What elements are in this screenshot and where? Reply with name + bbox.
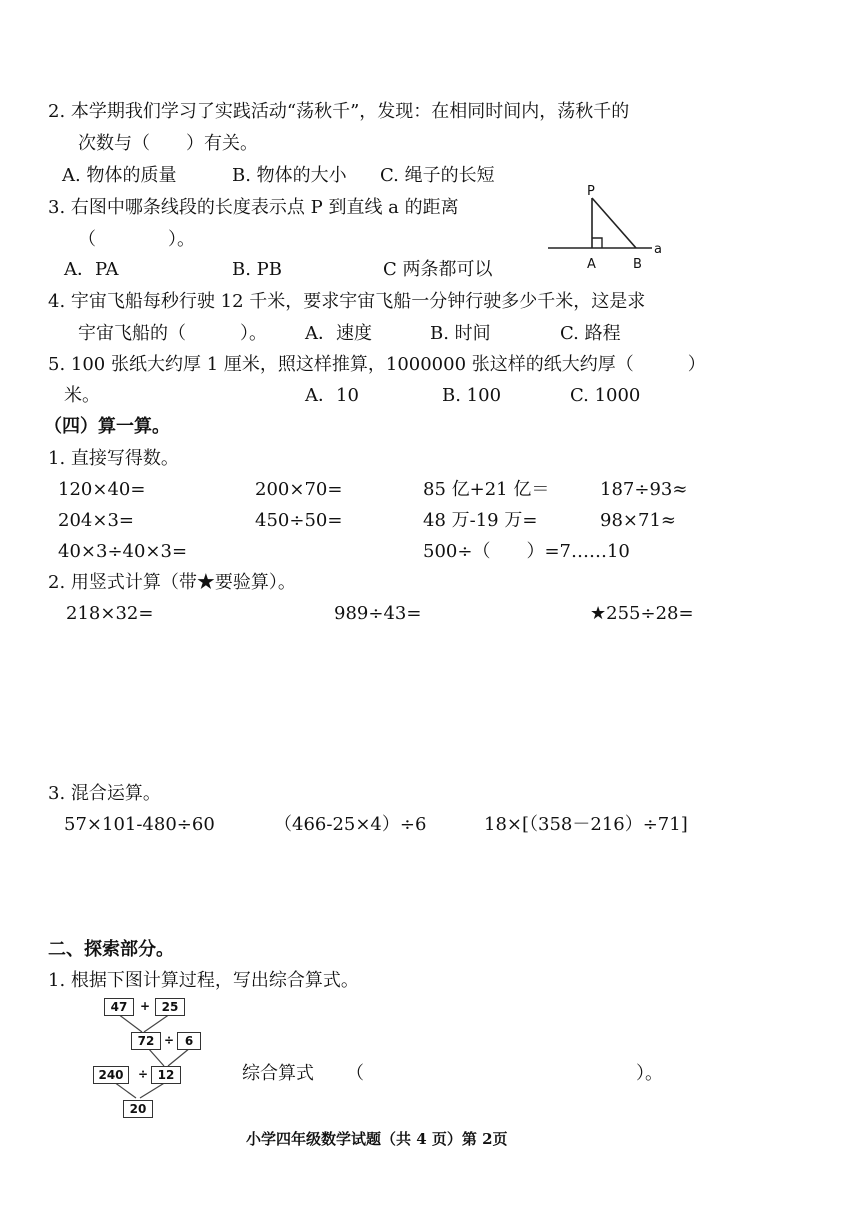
q2-line2: 次数与（ ）有关。 (78, 133, 258, 154)
q2-line1: 2. 本学期我们学习了实践活动“荡秋千”，发现：在相同时间内，荡秋千的 (48, 101, 630, 122)
tree-node-20: 20 (123, 1100, 153, 1118)
tree-op-divide: ÷ (164, 1033, 175, 1047)
tree-node-25: 25 (155, 998, 185, 1016)
tree-node-72: 72 (131, 1032, 161, 1050)
fig-label-point-b: B (633, 257, 642, 272)
tree-node-47: 47 (104, 998, 134, 1016)
q3-line2: （ ）。 (78, 229, 195, 250)
q5-line1: 5. 100 张纸大约厚 1 厘米，照这样推算，1000000 张这样的纸大约厚（ ） (48, 354, 706, 375)
calc-item: 120×40= (58, 479, 146, 500)
vertical-calc-item: 218×32= (66, 603, 154, 624)
tree-node-6: 6 (177, 1032, 201, 1050)
q5-option-a: A．10 (305, 385, 359, 406)
calc-item: 187÷93≈ (600, 479, 688, 500)
tree-node-12: 12 (151, 1066, 181, 1084)
section4-sub2: 2. 用竖式计算（带★要验算）。 (48, 572, 296, 593)
calc-item: 450÷50= (255, 510, 343, 531)
q2-option-c: C. 绳子的长短 (380, 165, 495, 186)
q5-line2: 米。 (64, 385, 100, 406)
q5-option-b: B. 100 (442, 385, 502, 406)
q3-option-c: C 两条都可以 (383, 259, 493, 280)
q3-line1: 3. 右图中哪条线段的长度表示点 P 到直线 a 的距离 (48, 197, 459, 218)
vertical-calc-item: 989÷43= (334, 603, 422, 624)
section4-title: （四）算一算。 (44, 416, 170, 437)
calc-item: 98×71≈ (600, 510, 676, 531)
tree-op-plus: + (140, 999, 151, 1013)
q2-option-b: B. 物体的大小 (232, 165, 347, 186)
section2-sub1: 1. 根据下图计算过程，写出综合算式。 (48, 970, 359, 991)
mixed-calc-item: 18×[（358－216）÷71] (484, 814, 688, 835)
calc-item: 85 亿+21 亿＝ (423, 479, 550, 500)
section4-sub1: 1. 直接写得数。 (48, 448, 179, 469)
q2-option-a: A. 物体的质量 (62, 165, 177, 186)
q4-option-b: B. 时间 (430, 323, 491, 344)
tree-op-divide: ÷ (138, 1067, 149, 1081)
calc-item: 204×3= (58, 510, 134, 531)
answer-open-paren: （ (346, 1063, 364, 1084)
q3-option-b: B. PB (232, 259, 283, 280)
page-footer: 小学四年级数学试题（共 4 页）第 2页 (246, 1130, 508, 1148)
section2-title: 二、探索部分。 (48, 939, 174, 960)
q4-line2: 宇宙飞船的（ ）。 (78, 323, 267, 344)
fig-label-point-a: A (587, 257, 596, 272)
q4-option-a: A．速度 (305, 323, 372, 344)
section4-sub3: 3. 混合运算。 (48, 783, 161, 804)
calc-item: 40×3÷40×3= (58, 541, 188, 562)
calc-item: 48 万-19 万= (423, 510, 538, 531)
calc-item: 200×70= (255, 479, 343, 500)
mixed-calc-item: 57×101-480÷60 (64, 814, 215, 835)
answer-label: 综合算式 (242, 1063, 314, 1084)
vertical-calc-item: ★255÷28= (590, 603, 694, 624)
tree-node-240: 240 (93, 1066, 129, 1084)
q4-option-c: C. 路程 (560, 323, 621, 344)
q4-line1: 4. 宇宙飞船每秒行驶 12 千米，要求宇宙飞船一分钟行驶多少千米，这是求 (48, 291, 646, 312)
q3-option-a: A．PA (64, 259, 119, 280)
calc-item: 500÷（ ）=7……10 (423, 541, 630, 562)
q5-option-c: C. 1000 (570, 385, 641, 406)
mixed-calc-item: （466-25×4）÷6 (274, 814, 427, 835)
fig-label-p: P (587, 184, 595, 199)
fig-label-a-line: a (654, 242, 662, 257)
answer-close-paren: ）。 (636, 1063, 663, 1084)
